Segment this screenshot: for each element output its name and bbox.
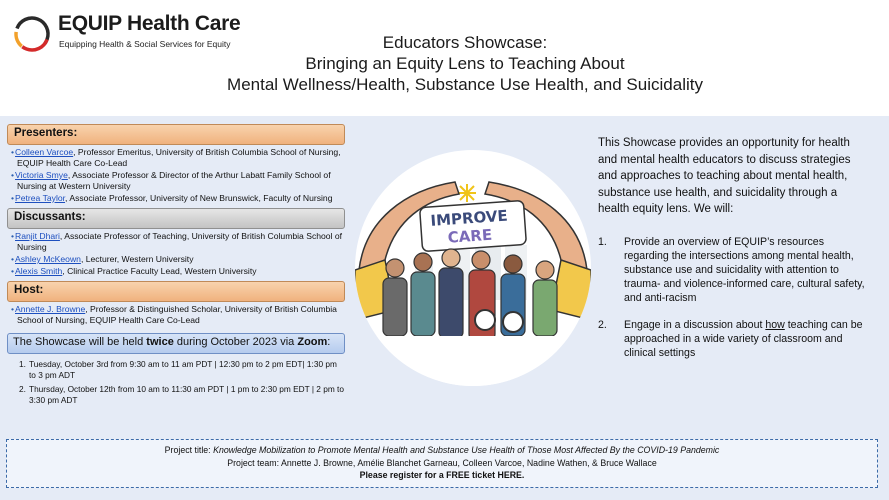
session-date-item bbox=[19, 384, 345, 406]
objective-item bbox=[598, 235, 868, 305]
presenter-item bbox=[11, 147, 345, 169]
host-heading: Host: bbox=[7, 281, 345, 302]
objective-item bbox=[598, 318, 868, 360]
discussant-link[interactable]: Ashley McKeown bbox=[15, 254, 81, 264]
improve-care-illustration bbox=[355, 150, 591, 386]
title-line-3: Mental Wellness/Health, Substance Use Health, and Suicidality bbox=[227, 75, 703, 94]
session-date-number: 1. bbox=[19, 359, 26, 369]
discussant-item bbox=[11, 266, 345, 277]
project-team: Project team: Annette J. Browne, Amélie Blanchet Garneau, Colleen Varcoe, Nadine Wathen, & Bruce Wallace bbox=[227, 457, 657, 468]
discussant-role: , Lecturer, Western University bbox=[80, 254, 194, 264]
host-role: , Professor & Distinguished Scholar, University of British Columbia School of Nursing, EQUIP Health Care Co-Lead bbox=[17, 304, 337, 325]
objective-text: teaching can be approached in a wide variety of classroom and clinical settings bbox=[624, 318, 863, 359]
schedule-heading bbox=[7, 333, 345, 354]
title-line-1: Educators Showcase: bbox=[382, 33, 548, 52]
logo-brand: EQUIP Health Care bbox=[58, 12, 241, 35]
presenter-link[interactable]: Colleen Varcoe bbox=[15, 147, 74, 157]
schedule-heading-text: during October 2023 via bbox=[173, 336, 298, 348]
presenter-role: , Professor Emeritus, University of British Columbia School of Nursing, EQUIP Health Care Co-Lead bbox=[17, 147, 341, 168]
schedule-heading-text: The Showcase will be held bbox=[13, 336, 147, 348]
objective-text: Provide an overview of EQUIP’s resources regarding the intersections among mental health, substance use and suicidality with attention to trauma- and violence-informed care, cultural safety, and anti-racism bbox=[624, 235, 865, 304]
sign-line-1: IMPROVE bbox=[429, 206, 509, 230]
schedule-heading-platform: Zoom bbox=[297, 336, 328, 348]
objective-emphasis: how bbox=[765, 318, 785, 331]
schedule-heading-text: : bbox=[327, 336, 331, 348]
discussant-link[interactable]: Alexis Smith bbox=[15, 266, 63, 276]
host-item bbox=[11, 304, 345, 326]
title-line-2: Bringing an Equity Lens to Teaching About bbox=[305, 54, 625, 73]
session-date-text: Tuesday, October 3rd from 9:30 am to 11 am PDT | 12:30 pm to 2 pm EDT| 1:30 pm to 3 pm ADT bbox=[29, 359, 337, 380]
presenters-heading: Presenters: bbox=[7, 124, 345, 145]
discussant-role: , Clinical Practice Faculty Lead, Western University bbox=[62, 266, 257, 276]
presenter-role: , Associate Professor & Director of the Arthur Labatt Family School of Nursing at Western University bbox=[17, 170, 331, 191]
sign-line-2: CARE bbox=[447, 225, 493, 247]
discussant-item bbox=[11, 254, 345, 265]
discussant-link[interactable]: Ranjit Dhari bbox=[15, 231, 60, 241]
project-title bbox=[7, 444, 877, 457]
equip-logo-icon bbox=[12, 14, 52, 54]
objective-text: Engage in a discussion about bbox=[624, 318, 766, 331]
discussant-role: , Associate Professor of Teaching, University of British Columbia School of Nursing bbox=[17, 231, 343, 252]
presenter-item bbox=[11, 170, 345, 192]
presenter-item bbox=[11, 193, 345, 204]
page-title bbox=[200, 32, 730, 95]
session-date-item bbox=[19, 359, 345, 381]
register-link[interactable]: Please register for a FREE ticket HERE. bbox=[359, 470, 525, 480]
discussants-list bbox=[7, 229, 345, 281]
session-date-text: Thursday, October 12th from 10 am to 11:30 am PDT | 1 pm to 2:30 pm EDT | 2 pm to 3:30 pm ADT bbox=[29, 384, 344, 405]
presenter-role: , Associate Professor, University of New Brunswick, Faculty of Nursing bbox=[65, 193, 333, 203]
people-illustration-icon bbox=[355, 150, 591, 386]
discussant-item bbox=[11, 231, 345, 253]
description-column bbox=[598, 135, 868, 373]
showcase-description: This Showcase provides an opportunity for health and mental health educators to discuss strategies and approaches to teaching about mental health, substance use health, and suicidality through a health equity lens. We will: bbox=[598, 137, 851, 215]
objectives-list bbox=[598, 235, 868, 360]
presenters-list bbox=[7, 145, 345, 208]
project-title-text: Knowledge Mobilization to Promote Mental Health and Substance Use Health of Those Most Affected By the COVID-19 Pandemic bbox=[213, 445, 720, 455]
presenter-link[interactable]: Victoria Smye bbox=[15, 170, 68, 180]
presenter-link[interactable]: Petrea Taylor bbox=[15, 193, 66, 203]
objective-number: 2. bbox=[598, 318, 607, 331]
discussants-heading: Discussants: bbox=[7, 208, 345, 229]
people-column bbox=[7, 124, 345, 409]
host-list bbox=[7, 302, 345, 330]
project-footer bbox=[6, 439, 878, 488]
objective-number: 1. bbox=[598, 235, 607, 248]
project-title-label: Project title: bbox=[164, 445, 214, 455]
host-link[interactable]: Annette J. Browne bbox=[15, 304, 86, 314]
schedule-heading-emphasis: twice bbox=[146, 336, 174, 348]
logo-tagline: Equipping Health & Social Services for Equity bbox=[59, 39, 231, 49]
session-date-number: 2. bbox=[19, 384, 26, 394]
session-dates-list bbox=[7, 354, 345, 406]
